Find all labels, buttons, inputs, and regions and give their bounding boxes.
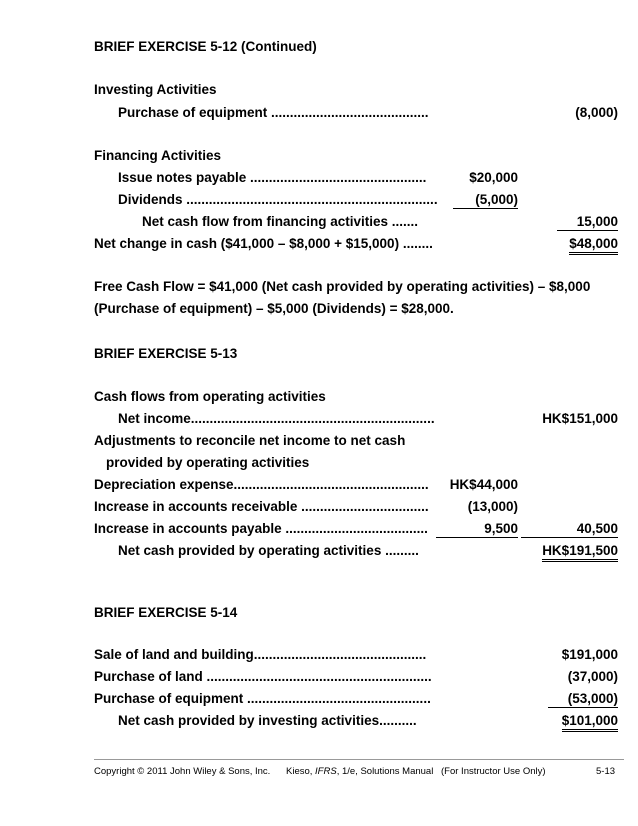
purchase-equipment-value: (8,000)	[575, 105, 618, 120]
net-operating-row	[118, 540, 624, 562]
dividends-row	[118, 189, 624, 211]
net-income-row	[118, 408, 624, 430]
net-operating-value: HK$191,500	[542, 542, 618, 562]
purchase-land-label: Purchase of land ............................................................	[94, 669, 432, 684]
net-financing-row	[142, 211, 624, 233]
net-change-label: Net change in cash ($41,000 – $8,000 + $15,000) ........	[94, 236, 433, 251]
purchase-land-value: (37,000)	[567, 669, 618, 684]
investing-activities-text: Investing Activities	[94, 82, 217, 97]
increase-payable-value2-wrap	[521, 518, 618, 540]
footer-book	[286, 766, 433, 777]
increase-payable-label: Increase in accounts payable ......................................	[94, 521, 428, 536]
net-operating-label: Net cash provided by operating activities .........	[118, 543, 419, 558]
free-cash-flow-paragraph: Free Cash Flow = $41,000 (Net cash provided by operating activities) – $8,000 (Purchase of equipment) – $5,000 (Dividends) = $28,000.	[94, 279, 591, 316]
net-operating-value-wrap	[542, 540, 618, 562]
net-change-row	[94, 233, 624, 255]
be514-heading	[94, 602, 624, 624]
issue-notes-row	[118, 167, 624, 189]
net-income-value: HK$151,000	[542, 411, 618, 426]
net-financing-label: Net cash flow from financing activities .......	[142, 214, 419, 229]
be514-heading-text: BRIEF EXERCISE 5-14	[94, 605, 238, 620]
sale-land-building-label: Sale of land and building..............................................	[94, 647, 427, 662]
net-investing-value-wrap	[562, 710, 618, 732]
depreciation-label: Depreciation expense....................................................	[94, 477, 429, 492]
purchase-equipment-514-value-wrap	[548, 688, 618, 710]
dividends-value-wrap	[453, 189, 518, 211]
increase-receivable-label: Increase in accounts receivable ..................................	[94, 499, 429, 514]
footer-book-title: IFRS	[315, 766, 337, 777]
be513-heading-text: BRIEF EXERCISE 5-13	[94, 346, 238, 361]
net-income-label: Net income.................................................................	[118, 411, 435, 426]
footer-divider	[94, 759, 624, 760]
increase-payable-value1: 9,500	[436, 520, 518, 538]
net-investing-row	[118, 710, 624, 732]
purchase-equipment-514-label: Purchase of equipment .................................................	[94, 691, 431, 706]
be512-heading-text: BRIEF EXERCISE 5-12 (Continued)	[94, 39, 317, 54]
purchase-equipment-514-row	[94, 688, 624, 710]
issue-notes-value: $20,000	[469, 170, 518, 185]
increase-receivable-value: (13,000)	[467, 499, 518, 514]
footer-book-author: Kieso,	[286, 766, 316, 777]
investing-activities-heading	[94, 79, 624, 101]
footer-page-number: 5-13	[596, 766, 616, 777]
net-investing-value: $101,000	[562, 712, 618, 732]
purchase-equipment-row	[118, 102, 624, 124]
cash-flows-operating-text: Cash flows from operating activities	[94, 389, 326, 404]
issue-notes-label: Issue notes payable ...............................................	[118, 170, 427, 185]
dividends-label: Dividends ...................................................................	[118, 192, 438, 207]
increase-payable-value1-wrap	[436, 518, 518, 540]
footer-copyright: Copyright © 2011 John Wiley & Sons, Inc.	[94, 766, 271, 777]
purchase-equipment-514-value: (53,000)	[548, 690, 618, 708]
adjustments-line-2	[106, 452, 624, 474]
financing-activities-text: Financing Activities	[94, 148, 222, 163]
adjustments-line-1	[94, 430, 624, 452]
depreciation-value: HK$44,000	[449, 477, 518, 492]
increase-payable-row	[94, 518, 624, 540]
footer-book-rest: , 1/e, Solutions Manual	[336, 766, 434, 777]
net-change-value: $48,000	[569, 235, 618, 255]
depreciation-row	[94, 474, 624, 496]
net-financing-value-wrap	[557, 211, 618, 233]
increase-payable-value2: 40,500	[521, 520, 618, 538]
net-change-value-wrap	[569, 233, 618, 255]
footer-instructor: (For Instructor Use Only)	[441, 766, 546, 777]
adjustments-text-1: Adjustments to reconcile net income to net cash	[94, 433, 406, 448]
purchase-land-row	[94, 666, 624, 688]
increase-receivable-row	[94, 496, 624, 518]
net-financing-value: 15,000	[557, 213, 618, 231]
purchase-equipment-label: Purchase of equipment ..........................................	[118, 105, 429, 120]
dividends-value: (5,000)	[453, 191, 518, 209]
sale-land-building-row	[94, 644, 624, 666]
sale-land-building-value: $191,000	[561, 647, 618, 662]
be512-heading	[94, 36, 624, 58]
cash-flows-operating-heading	[94, 386, 624, 408]
adjustments-text-2: provided by operating activities	[106, 455, 310, 470]
be513-heading	[94, 343, 624, 365]
financing-activities-heading	[94, 145, 624, 167]
net-investing-label: Net cash provided by investing activities..........	[118, 713, 417, 728]
